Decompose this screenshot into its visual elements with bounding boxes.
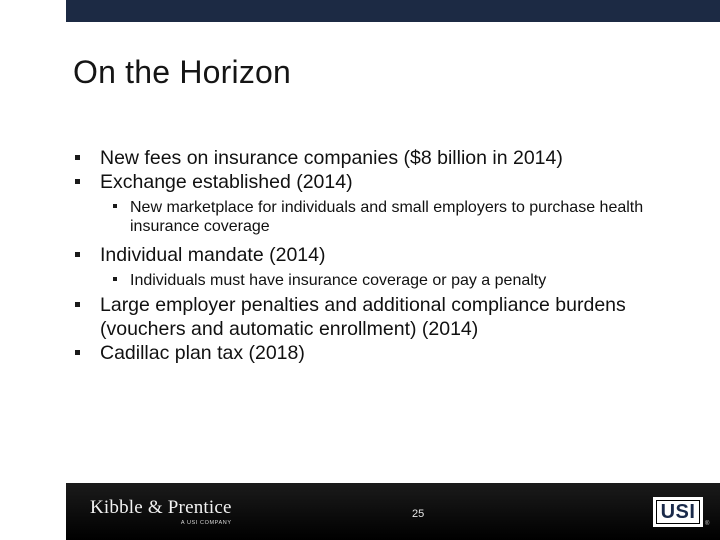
bullet-text: Large employer penalties and additional compliance burdens (vouchers and automatic enrollment) (2014): [100, 294, 626, 340]
square-bullet-icon: [75, 252, 80, 257]
sub-bullet-item: [74, 271, 704, 290]
slide-title: On the Horizon: [73, 54, 292, 90]
header-bar: [66, 0, 720, 22]
sub-bullet-item: [74, 198, 704, 236]
bullet-item: [74, 243, 704, 267]
bullet-list: [74, 146, 704, 365]
sub-bullet-text: Individuals must have insurance coverage or pay a penalty: [130, 272, 547, 289]
registered-mark: ®: [705, 521, 710, 527]
square-bullet-icon: [75, 179, 80, 184]
bullet-item: [74, 170, 704, 194]
square-bullet-icon: [113, 277, 117, 281]
bullet-item: [74, 146, 704, 170]
bullet-text: Cadillac plan tax (2018): [100, 342, 305, 364]
bullet-text: Individual mandate (2014): [100, 244, 326, 266]
page-number: 25: [412, 508, 425, 520]
logo-tagline: A USI COMPANY: [180, 520, 232, 526]
square-bullet-icon: [75, 155, 80, 160]
kibble-prentice-logo: [90, 497, 232, 526]
bullet-item: [74, 293, 704, 341]
square-bullet-icon: [75, 350, 80, 355]
bullet-item: [74, 341, 704, 365]
sub-bullet-text: New marketplace for individuals and small employers to purchase health insurance coverage: [130, 199, 644, 235]
bullet-text: Exchange established (2014): [100, 171, 353, 193]
square-bullet-icon: [75, 302, 80, 307]
footer-bar: [66, 483, 720, 540]
square-bullet-icon: [113, 204, 117, 208]
bullet-text: New fees on insurance companies ($8 billion in 2014): [100, 147, 563, 169]
usi-logo: USI: [653, 497, 703, 527]
logo-name: Kibble & Prentice: [90, 497, 232, 518]
